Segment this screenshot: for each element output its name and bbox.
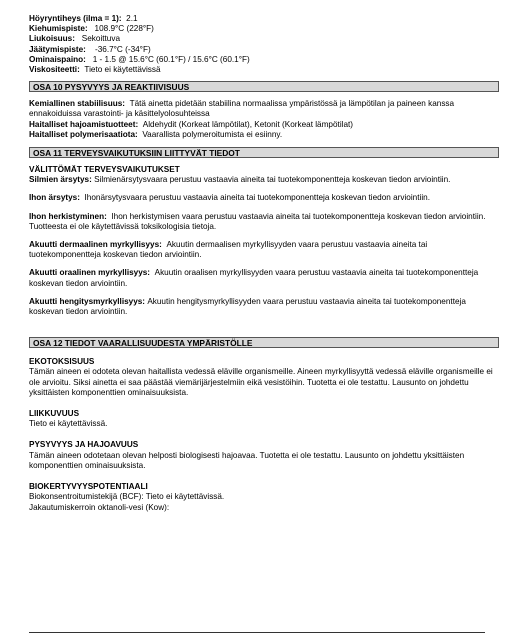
section-11-body	[29, 165, 499, 317]
health-item-sensitization: Ihon herkistyminen: Ihon herkistymisen vaara perustuu vastaavia aineita tai tuotekomponentteja koskevan tiedon arviointiin. Tuotteesta ei ole käytettävissä toksikologisia tietoja.	[29, 211, 486, 231]
mobility-text: Tieto ei käytettävissä.	[29, 419, 108, 429]
section-10-header: OSA 10 PYSYVYYS JA REAKTIIVISUUS	[29, 81, 499, 92]
persistence-heading: PYSYVYYS JA HAJOAVUUS	[29, 440, 139, 450]
kow-line: Jakautumiskerroin oktanoli-vesi (Kow):	[29, 502, 170, 512]
prop-boiling-point: Kiehumispiste: 108.9°C (228°F)	[29, 24, 154, 34]
section-11-header: OSA 11 TERVEYSVAIKUTUKSIIN LIITTYVÄT TIEDOT	[29, 147, 499, 158]
prop-solubility: Liukoisuus: Sekoittuva	[29, 34, 121, 44]
prop-viscosity: Viskositeetti: Tieto ei käytettävissä	[29, 65, 161, 75]
prop-specific-gravity: Ominaispaino: 1 - 1.5 @ 15.6°C (60.1°F) / 15.6°C (60.1°F)	[29, 54, 250, 64]
footer-divider	[29, 632, 485, 633]
section-12-body	[29, 357, 499, 512]
physical-properties	[29, 14, 499, 75]
decomposition-products: Haitalliset hajoamistuotteet: Aldehydit (Korkeat lämpötilat), Ketonit (Korkeat lämpötilat)	[29, 119, 354, 129]
ecotoxicity-text: Tämän aineen ei odoteta olevan haitallista vedessä eläville organismeille. Aineen myrkyllisyyttä vedessä eläville organismeille ei ole arvioitu. Siksi ainetta ei saa päästää viemärijärjestelmiin eikä vesistöihin. Tuotetta ei ole testattu. Lausunto on johdettu yksittäisten komponenttien ominaisuuksista.	[29, 367, 493, 397]
prop-vapor-density: Höyryntiheys (ilma = 1): 2.1	[29, 14, 138, 23]
section-10-body	[29, 99, 499, 140]
acute-effects-heading: VÄLITTÖMÄT TERVEYSVAIKUTUKSET	[29, 165, 180, 175]
prop-freezing-point: Jäätymispiste: -36.7°C (-34°F)	[29, 44, 151, 54]
health-item-oral: Akuutti oraalinen myrkyllisyys: Akuutin oraalisen myrkyllisyyden vaara perustuu vastaavia aineita tai tuotekomponentteja koskevan tiedon arviointiin.	[29, 268, 479, 288]
bioaccumulation-heading: BIOKERTYVYYSPOTENTIAALI	[29, 482, 148, 492]
health-item-dermal: Akuutti dermaalinen myrkyllisyys: Akuutin dermaalisen myrkyllisyyden vaara perustuu vastaavia aineita tai tuotekomponentteja koskevan tiedon arviointiin.	[29, 240, 428, 260]
bcf-line: Biokonsentroitumistekijä (BCF): Tieto ei käytettävissä.	[29, 492, 225, 502]
health-item-inhalation: Akuutti hengitysmyrkyllisyys: Akuutin hengitysmyrkyllisyyden vaara perustuu vastaavia aineita tai tuotekomponentteja koskevan tiedon arviointiin.	[29, 296, 466, 317]
mobility-heading: LIIKKUVUUS	[29, 409, 80, 419]
persistence-text: Tämän aineen odotetaan olevan helposti biologisesti hajoavaa. Tuotetta ei ole testattu. Lausunto on johdettu yksittäisten komponenttien ominaisuuksista.	[29, 450, 465, 470]
chemical-stability: Kemiallinen stabiilisuus: Tätä ainetta pidetään stabiilina normaalissa ympäristössä ja lämpötilan ja paineen kanssa ennakoiduissa varastointi- ja käsittelyolosuhteissa	[29, 99, 455, 119]
section-12-header: OSA 12 TIEDOT VAARALLISUUDESTA YMPÄRISTÖLLE	[29, 337, 499, 348]
health-item-eye: Silmien ärsytys: Silmienärsytysvaara perustuu vastaavia aineita tai tuotekomponentteja koskevan tiedon arviointiin.	[29, 175, 451, 185]
hazardous-polymerization: Haitalliset polymerisaatiota: Vaarallista polymeroitumista ei esiinny.	[29, 129, 283, 139]
health-item-skin: Ihon ärsytys: Ihonärsytysvaara perustuu vastaavia aineita tai tuotekomponentteja koskevan tiedon arviointiin.	[29, 193, 430, 203]
ecotoxicity-heading: EKOTOKSISUUS	[29, 357, 95, 367]
